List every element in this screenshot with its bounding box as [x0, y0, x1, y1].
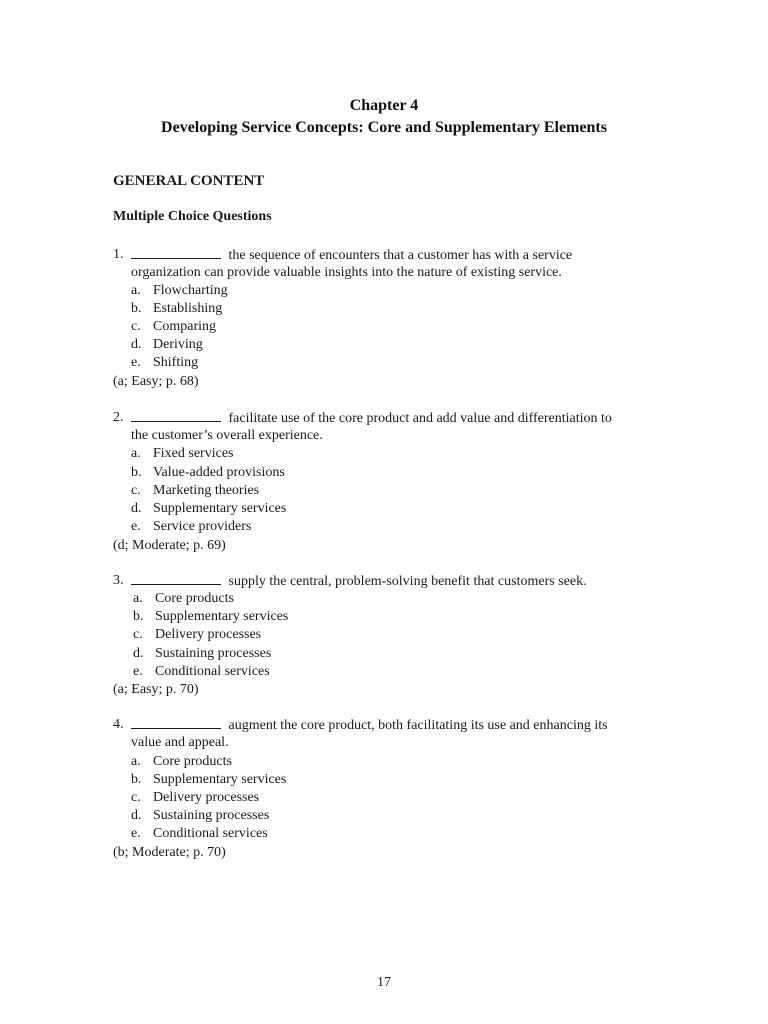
question-stem-line2: the customer’s overall experience. — [131, 428, 323, 443]
question-stem — [131, 572, 587, 591]
question-stem-line1: supply the central, problem-solving benefit that customers seek. — [228, 574, 587, 589]
option-e — [131, 518, 251, 536]
question-number: 4. — [113, 717, 124, 732]
option-letter: c. — [131, 319, 141, 334]
question-number: 2. — [113, 410, 124, 425]
option-letter: c. — [131, 790, 141, 805]
option-letter: e. — [133, 664, 143, 679]
option-e — [131, 354, 198, 372]
answer-blank — [131, 716, 221, 729]
section-heading: GENERAL CONTENT — [113, 173, 265, 189]
question-number: 3. — [113, 573, 124, 588]
option-letter: e. — [131, 355, 141, 370]
option-letter: d. — [131, 808, 142, 823]
page-number: 17 — [377, 975, 391, 990]
option-d — [131, 336, 203, 354]
option-letter: c. — [131, 483, 141, 498]
option-text: Establishing — [153, 301, 223, 316]
option-e — [133, 663, 270, 681]
option-text: Sustaining processes — [153, 808, 270, 823]
option-a — [131, 753, 232, 771]
option-text: Comparing — [153, 319, 216, 334]
question-number: 1. — [113, 247, 124, 262]
option-text: Supplementary services — [155, 609, 289, 624]
answer-key: (d; Moderate; p. 69) — [113, 538, 226, 553]
answer-key: (a; Easy; p. 68) — [113, 374, 199, 389]
option-text: Supplementary services — [153, 501, 287, 516]
option-letter: e. — [131, 826, 141, 841]
option-letter: a. — [131, 754, 141, 769]
option-a — [133, 590, 234, 608]
option-b — [131, 771, 286, 789]
option-text: Service providers — [153, 519, 252, 534]
option-e — [131, 825, 268, 843]
option-text: Conditional services — [153, 826, 268, 841]
option-letter: b. — [131, 465, 142, 480]
option-letter: b. — [131, 772, 142, 787]
option-b — [133, 608, 288, 626]
option-d — [131, 500, 286, 518]
option-letter: a. — [131, 283, 141, 298]
option-text: Delivery processes — [153, 790, 260, 805]
question-stem-line2: organization can provide valuable insights into the nature of existing service. — [131, 265, 562, 280]
option-b — [131, 464, 285, 482]
answer-blank — [131, 246, 221, 259]
option-letter: a. — [131, 446, 141, 461]
question-stem-line1: the sequence of encounters that a customer has with a service — [228, 248, 573, 263]
option-c — [133, 626, 261, 644]
option-d — [133, 645, 271, 663]
option-letter: e. — [131, 519, 141, 534]
option-letter: c. — [133, 627, 143, 642]
option-a — [131, 282, 228, 300]
question-stem-line2: value and appeal. — [131, 735, 229, 750]
option-letter: b. — [133, 609, 144, 624]
option-text: Fixed services — [153, 446, 234, 461]
answer-key: (b; Moderate; p. 70) — [113, 845, 226, 860]
option-text: Core products — [153, 754, 232, 769]
question-stem-line1: facilitate use of the core product and add value and differentiation to — [228, 411, 612, 426]
question-stem — [131, 246, 572, 265]
option-text: Conditional services — [155, 664, 270, 679]
option-text: Core products — [155, 591, 234, 606]
option-b — [131, 300, 222, 318]
option-text: Deriving — [153, 337, 203, 352]
option-letter: d. — [133, 646, 144, 661]
option-c — [131, 318, 216, 336]
chapter-subtitle: Developing Service Concepts: Core and Supplementary Elements — [161, 119, 607, 136]
option-text: Marketing theories — [153, 483, 260, 498]
option-letter: d. — [131, 337, 142, 352]
option-text: Sustaining processes — [155, 646, 272, 661]
option-c — [131, 482, 259, 500]
question-stem — [131, 716, 608, 735]
section-subheading: Multiple Choice Questions — [113, 209, 272, 224]
answer-key: (a; Easy; p. 70) — [113, 682, 199, 697]
question-stem-line1: augment the core product, both facilitating its use and enhancing its — [228, 718, 608, 733]
answer-blank — [131, 409, 221, 422]
answer-blank — [131, 572, 221, 585]
option-a — [131, 445, 233, 463]
chapter-title: Chapter 4 — [349, 97, 419, 114]
option-letter: b. — [131, 301, 142, 316]
option-letter: d. — [131, 501, 142, 516]
option-c — [131, 789, 259, 807]
option-d — [131, 807, 269, 825]
option-text: Delivery processes — [155, 627, 262, 642]
option-text: Shifting — [153, 355, 199, 370]
option-letter: a. — [133, 591, 143, 606]
question-stem — [131, 409, 612, 428]
option-text: Flowcharting — [153, 283, 228, 298]
option-text: Value-added provisions — [153, 465, 285, 480]
option-text: Supplementary services — [153, 772, 287, 787]
